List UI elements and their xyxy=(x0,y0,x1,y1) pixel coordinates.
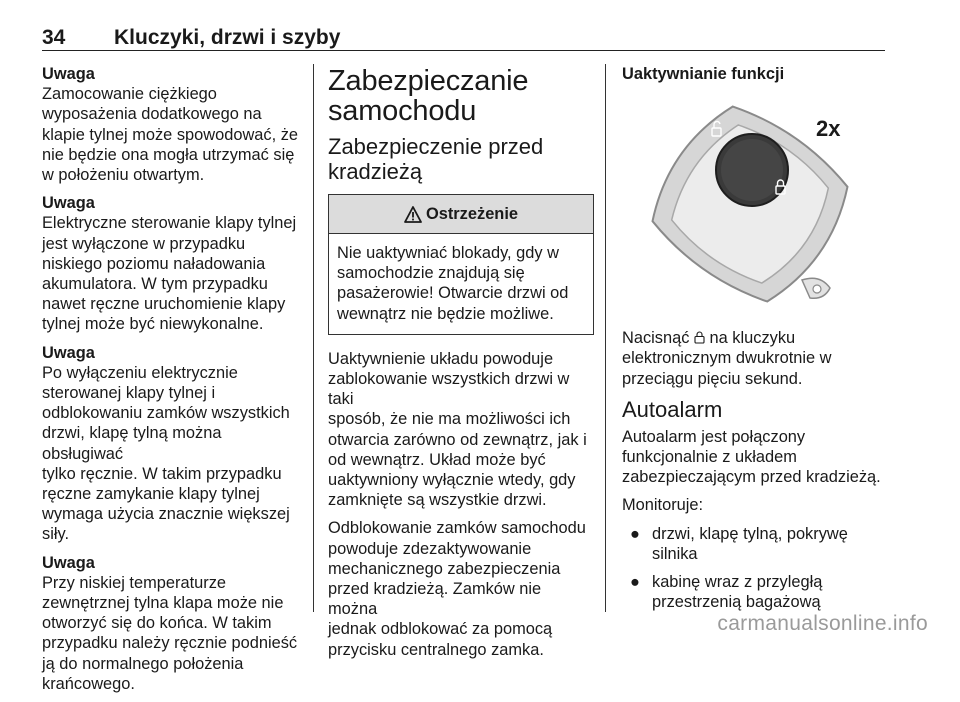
notice-1 xyxy=(42,64,304,185)
notice-title: Uwaga xyxy=(42,553,95,572)
watermark: carmanualsonline.info xyxy=(717,612,928,635)
column-divider xyxy=(313,64,314,612)
notice-text: Po wyłączeniu elektrycznie sterowanej klapy tylnej i odblokowaniu zamków wszystkich drzwi, klapę tylną można obsługiwać tylko ręcznie. W takim przypadku ręczne zamykanie klapy tylnej wymaga użycia znacznie większej siły. xyxy=(42,363,290,544)
warning-header xyxy=(329,195,593,234)
column-left xyxy=(42,64,304,702)
bullet-icon: ● xyxy=(630,573,640,592)
monitor-list xyxy=(622,524,890,613)
subsection-heading: Zabezpieczenie przed kradzieżą xyxy=(328,134,544,184)
bullet-icon: ● xyxy=(630,524,640,543)
notice-2 xyxy=(42,193,304,334)
notice-4 xyxy=(42,553,304,694)
instruction-before: Nacisnąć xyxy=(622,329,694,348)
notice-title: Uwaga xyxy=(42,65,95,83)
list-item xyxy=(622,572,890,612)
list-item-text: kabinę wraz z przyległą przestrzenią bagażową xyxy=(652,573,823,612)
notice-text: Elektryczne sterowanie klapy tylnej jest wyłączone w przypadku niskiego poziomu naładowania akumulatora. W tym przypadku nawet ręczne uruchomienie klapy tylnej może być niewykonalne. xyxy=(42,214,297,334)
body-paragraph: Odblokowanie zamków samochodu powoduje zdezaktywowanie mechanicznego zabezpieczenia przed kradzieżą. Zamków nie można jednak odblokować za pomocą przycisku centralnego zamka. xyxy=(328,519,586,659)
warning-title: Ostrzeżenie xyxy=(425,204,518,223)
notice-3 xyxy=(42,343,304,545)
notice-title: Uwaga xyxy=(42,194,95,213)
page-number: 34 xyxy=(42,26,66,49)
list-item-text: drzwi, klapę tylną, pokrywę silnika xyxy=(652,524,848,563)
subsection-title: Uaktywnianie funkcji xyxy=(622,65,785,83)
figure-label: 2x xyxy=(816,116,841,142)
instruction-paragraph xyxy=(622,328,890,389)
column-middle xyxy=(328,64,594,668)
body-paragraph: Autoalarm jest połączony funkcjonalnie z układem zabezpieczającym przed kradzieżą. xyxy=(622,427,881,487)
section-heading-autoalarm: Autoalarm xyxy=(622,396,723,422)
lock-icon xyxy=(694,331,705,344)
body-paragraph: Uaktywnienie układu powoduje zablokowanie wszystkich drzwi w taki sposób, że nie ma możliwości ich otwarcia zarówno od zewnątrz, jak i od wewnątrz. Układ może być uaktywniony wyłącznie wtedy, gdy zamknięte są wszystkie drzwi. xyxy=(328,349,587,510)
monitors-label: Monitoruje: xyxy=(622,496,704,515)
list-item xyxy=(622,524,890,564)
page-header xyxy=(42,26,885,51)
running-title: Kluczyki, drzwi i szyby xyxy=(114,26,341,49)
column-right xyxy=(622,64,890,620)
notice-title: Uwaga xyxy=(42,343,95,362)
car-key-fob-illustration xyxy=(620,94,888,306)
section-heading: Zabezpieczanie samochodu xyxy=(328,65,529,127)
warning-text: Nie uaktywniać blokady, gdy w samochodzie znajdują się pasażerowie! Otwarcie drzwi od wewnątrz nie będzie możliwe. xyxy=(337,244,569,323)
instruction-after: na kluczyku elektronicznym dwukrotnie w przeciągu pięciu sekund. xyxy=(622,329,832,388)
notice-text: Przy niskiej temperaturze zewnętrznej tylna klapa może nie otworzyć się do końca. W takim przypadku należy ręcznie podnieść ją do normalnego położenia krańcowego. xyxy=(42,573,298,693)
warning-icon xyxy=(404,206,422,223)
notice-text: Zamocowanie ciężkiego wyposażenia dodatkowego na klapie tylnej może spowodować, że nie będzie ona mogła utrzymać się w położeniu otwartym. xyxy=(42,85,299,185)
warning-box xyxy=(328,194,594,335)
column-divider xyxy=(605,64,606,612)
